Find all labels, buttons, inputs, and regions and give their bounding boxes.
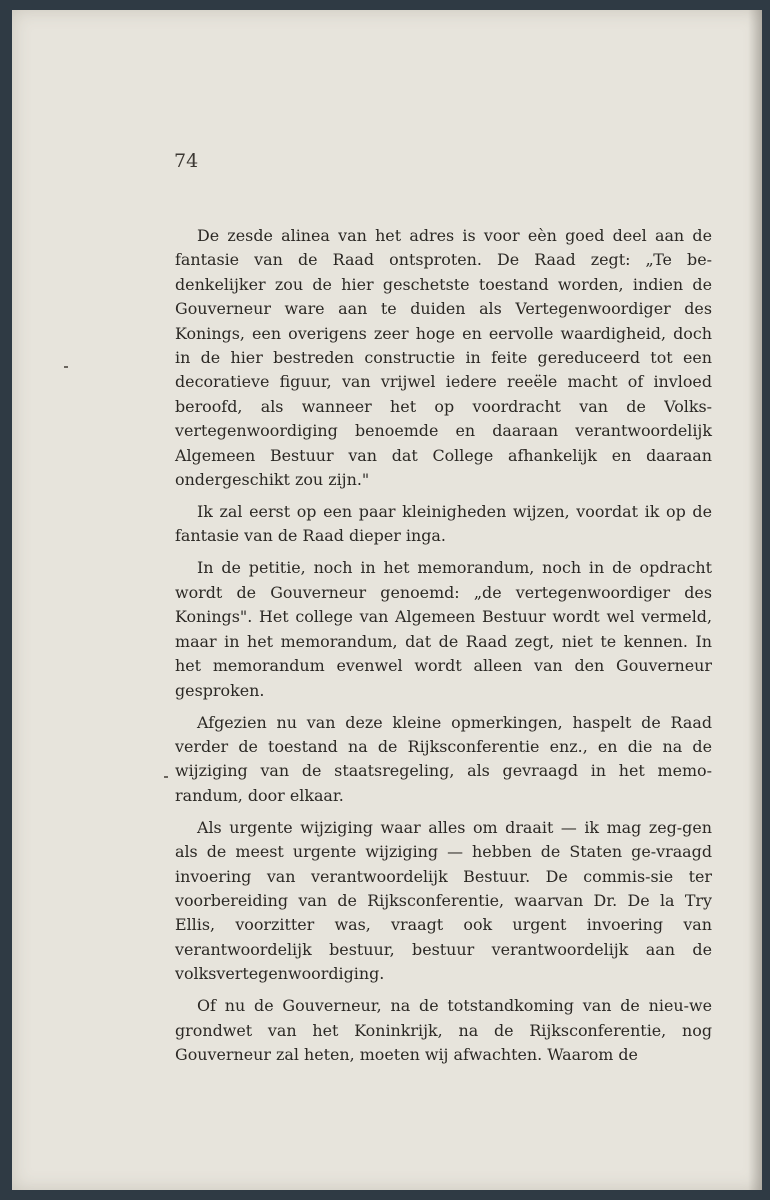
paragraph-6: Of nu de Gouverneur, na de totstandkoming van de nieu-we grondwet van het Koninkrijk, na de Rijksconferentie, nog Gouverneur zal heten, moeten wij afwachten. Waarom de (175, 996, 712, 1064)
paragraph-1: De zesde alinea van het adres is voor eèn goed deel aan de fantasie van de Raad ontsproten. De Raad zegt: „Te be-denkelijker zou de hier geschetste toestand worden, indien de Gouverneur ware aan te duiden als Vertegenwoordiger des Konings, een overigens zeer hoge en eervolle waardigheid, doch in de hier bestreden constructie in feite gereduceerd tot een decoratieve figuur, van vrijwel iedere reeële macht of invloed beroofd, als wanneer het op voordracht van de Volks-vertegenwoordiging benoemde en daaraan verantwoordelijk Algemeen Bestuur van dat College afhankelijk en daaraan ondergeschikt zou zijn." (175, 226, 712, 490)
page-number: 74 (174, 150, 199, 172)
paragraph-2: Ik zal eerst op een paar kleinigheden wijzen, voordat ik op de fantasie van de Raad dieper inga. (175, 502, 712, 546)
margin-mark (164, 776, 168, 778)
book-page (12, 10, 762, 1190)
paragraph-4: Afgezien nu van deze kleine opmerkingen, haspelt de Raad verder de toestand na de Rijksconferentie enz., en die na de wijziging van de staatsregeling, als gevraagd in het memo-randum, door elkaar. (175, 712, 712, 805)
margin-mark (64, 366, 68, 368)
body-text (175, 224, 712, 1075)
paragraph-3: In de petitie, noch in het memorandum, noch in de opdracht wordt de Gouverneur genoemd: „de vertegenwoordiger des Konings". Het college van Algemeen Bestuur wordt wel vermeld, maar in het memorandum, dat de Raad zegt, niet te kennen. In het memorandum evenwel wordt alleen van den Gouverneur gesproken. (175, 558, 712, 700)
page-edge-shadow (748, 10, 762, 1190)
paragraph-5: Als urgente wijziging waar alles om draait — ik mag zeg-gen als de meest urgente wijziging — hebben de Staten ge-vraagd invoering van verantwoordelijk Bestuur. De commis-sie ter voorbereiding van de Rijksconferentie, waarvan Dr. De la Try Ellis, voorzitter was, vraagt ook urgent invoering van verantwoordelijk bestuur, bestuur verantwoordelijk aan de volksvertegenwoordiging. (175, 817, 712, 984)
